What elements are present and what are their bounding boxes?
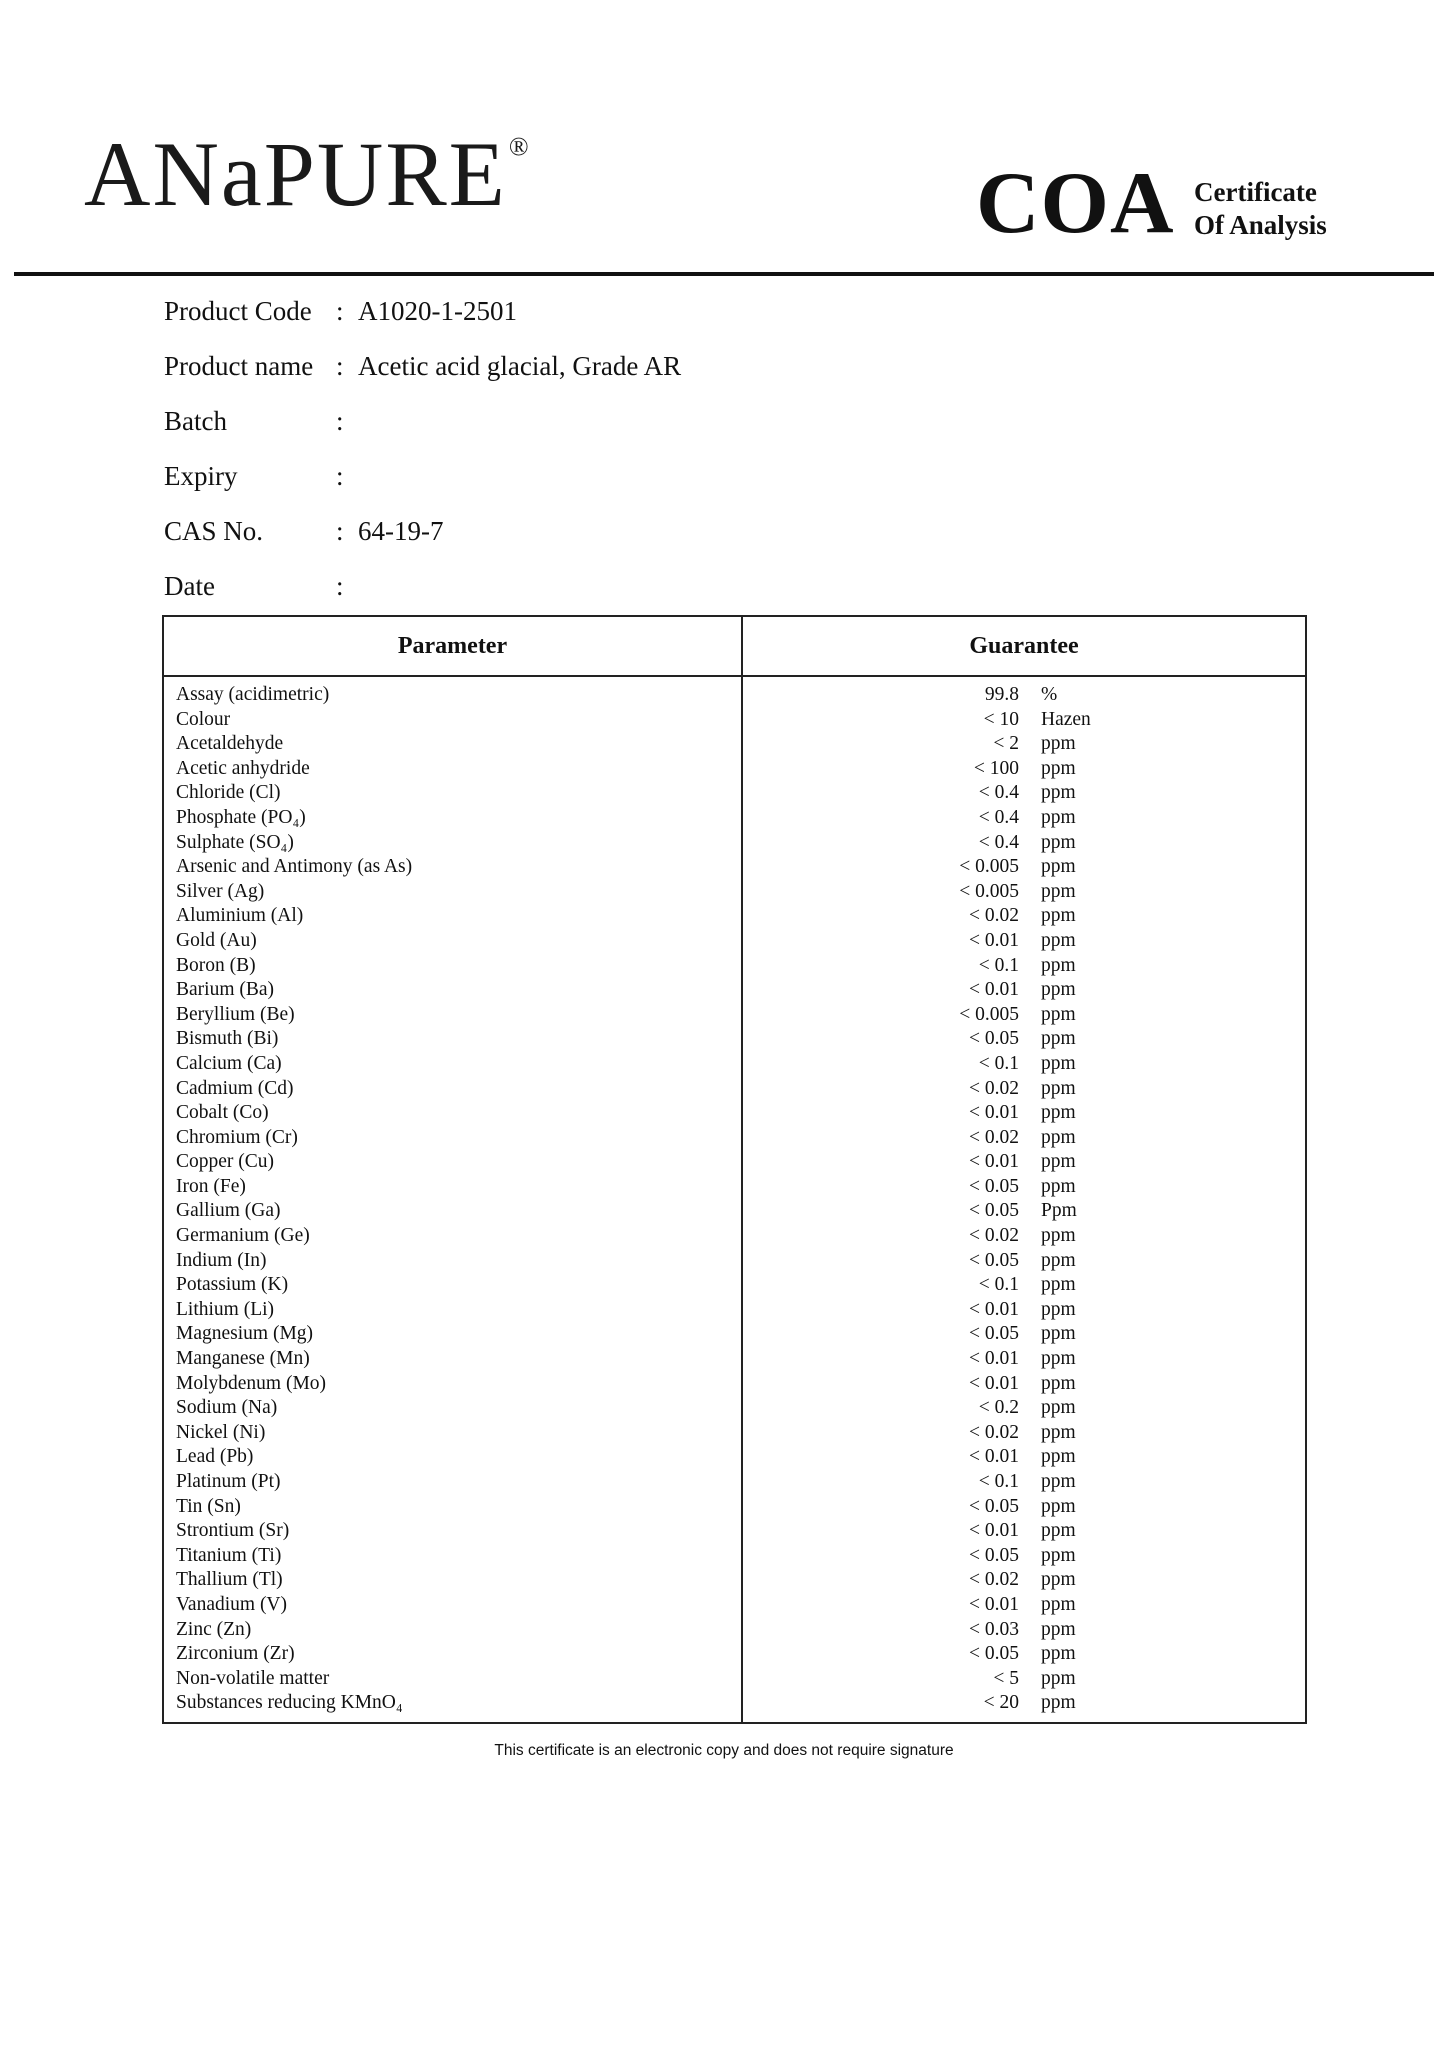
guarantee-unit: ppm <box>1041 1593 1076 1615</box>
table-row <box>163 1445 1306 1470</box>
guarantee-cell <box>742 806 1306 831</box>
guarantee-cell <box>742 1249 1306 1274</box>
coa-title: COA <box>976 155 1175 252</box>
table-row <box>163 1101 1306 1126</box>
parameter-cell: Tin (Sn) <box>163 1495 742 1520</box>
parameter-cell: Nickel (Ni) <box>163 1421 742 1446</box>
guarantee-value: < 0.02 <box>969 1569 1019 1591</box>
parameter-cell: Aluminium (Al) <box>163 904 742 929</box>
guarantee-cell <box>742 781 1306 806</box>
guarantee-value: < 0.1 <box>978 1471 1019 1492</box>
guarantee-cell <box>742 1519 1306 1544</box>
parameter-cell: Lithium (Li) <box>163 1298 742 1323</box>
guarantee-value: < 0.1 <box>978 1274 1019 1296</box>
parameter-cell: Indium (In) <box>163 1249 742 1274</box>
guarantee-unit: ppm <box>1041 1692 1076 1714</box>
parameter-cell: Copper (Cu) <box>163 1150 742 1175</box>
info-row <box>164 504 681 559</box>
parameter-cell: Acetic anhydride <box>163 757 742 782</box>
guarantee-unit: ppm <box>1041 831 1076 853</box>
parameter-cell: Calcium (Ca) <box>163 1052 742 1077</box>
guarantee-unit: ppm <box>1041 1643 1076 1665</box>
parameter-cell: Sodium (Na) <box>163 1396 742 1421</box>
table-row <box>163 954 1306 979</box>
table-row <box>163 1126 1306 1151</box>
table-row <box>163 757 1306 782</box>
parameter-cell: Phosphate (PO₄) <box>163 806 742 831</box>
table-row <box>163 1372 1306 1397</box>
guarantee-cell <box>742 1126 1306 1151</box>
guarantee-unit: ppm <box>1041 1274 1076 1296</box>
parameter-cell: Gold (Au) <box>163 929 742 954</box>
info-row <box>164 559 681 614</box>
table-row <box>163 1593 1306 1618</box>
guarantee-value: < 0.01 <box>969 1593 1019 1615</box>
guarantee-value: < 0.01 <box>969 1372 1019 1394</box>
guarantee-cell <box>742 676 1306 708</box>
guarantee-cell <box>742 1445 1306 1470</box>
info-value: A1020-1-2501 <box>358 296 517 326</box>
parameter-cell: Sulphate (SO₄) <box>163 831 742 856</box>
guarantee-unit: ppm <box>1041 1126 1076 1148</box>
info-label: Date <box>164 571 215 601</box>
table-row <box>163 1544 1306 1569</box>
guarantee-value: < 0.05 <box>969 1200 1019 1222</box>
guarantee-cell <box>742 1052 1306 1077</box>
guarantee-cell <box>742 1470 1306 1495</box>
guarantee-unit: ppm <box>1041 1175 1076 1197</box>
info-separator: : <box>336 406 344 436</box>
table-row <box>163 831 1306 856</box>
guarantee-unit: ppm <box>1041 929 1076 951</box>
guarantee-cell <box>742 1667 1306 1692</box>
guarantee-unit: % <box>1041 684 1058 705</box>
guarantee-cell <box>742 904 1306 929</box>
table-row <box>163 1618 1306 1643</box>
guarantee-value: < 0.1 <box>978 1052 1019 1074</box>
guarantee-value: < 0.02 <box>969 1421 1019 1443</box>
guarantee-value: < 0.01 <box>969 929 1019 951</box>
parameter-cell: Thallium (Tl) <box>163 1568 742 1593</box>
guarantee-unit: ppm <box>1041 1249 1076 1271</box>
table-row <box>163 1199 1306 1224</box>
guarantee-value: < 0.01 <box>969 1151 1019 1173</box>
guarantee-unit: ppm <box>1041 1446 1076 1468</box>
guarantee-value: < 0.05 <box>969 1643 1019 1665</box>
table-row <box>163 1396 1306 1421</box>
coa-subtitle-line2: Of Analysis <box>1194 210 1327 240</box>
guarantee-unit: ppm <box>1041 1003 1076 1025</box>
table-row <box>163 978 1306 1003</box>
parameter-cell: Gallium (Ga) <box>163 1199 742 1224</box>
guarantee-value: < 0.02 <box>969 905 1019 927</box>
table-row <box>163 1495 1306 1520</box>
guarantee-value: < 20 <box>983 1692 1019 1714</box>
guarantee-unit: ppm <box>1041 1569 1076 1591</box>
guarantee-value: < 0.4 <box>978 831 1019 853</box>
electronic-copy-note: This certificate is an electronic copy and does not require signature <box>494 1742 954 1759</box>
coa-subtitle-line1: Certificate <box>1194 177 1317 207</box>
guarantee-unit: ppm <box>1041 1471 1076 1492</box>
guarantee-unit: ppm <box>1041 733 1076 755</box>
info-separator: : <box>336 461 344 491</box>
guarantee-value: < 0.005 <box>959 856 1019 878</box>
table-row <box>163 929 1306 954</box>
info-row <box>164 339 681 394</box>
table-row <box>163 1175 1306 1200</box>
column-header-parameter: Parameter <box>163 616 742 676</box>
guarantee-unit: ppm <box>1041 1372 1076 1394</box>
guarantee-value: < 0.01 <box>969 1298 1019 1320</box>
guarantee-cell <box>742 1101 1306 1126</box>
parameter-cell: Magnesium (Mg) <box>163 1322 742 1347</box>
guarantee-cell <box>742 954 1306 979</box>
info-label: Expiry <box>164 461 238 491</box>
guarantee-unit: ppm <box>1041 806 1076 828</box>
guarantee-value: < 0.01 <box>969 979 1019 1001</box>
guarantee-cell <box>742 1568 1306 1593</box>
guarantee-unit: ppm <box>1041 1348 1076 1370</box>
guarantee-value: < 0.005 <box>959 1003 1019 1025</box>
parameter-cell: Zinc (Zn) <box>163 1618 742 1643</box>
specification-table <box>162 615 1307 1724</box>
table-row <box>163 1003 1306 1028</box>
guarantee-unit: ppm <box>1041 1323 1076 1345</box>
table-row <box>163 676 1306 708</box>
guarantee-value: < 0.05 <box>969 1249 1019 1271</box>
table-row <box>163 1273 1306 1298</box>
guarantee-cell <box>742 1691 1306 1723</box>
guarantee-unit: ppm <box>1041 1544 1076 1566</box>
guarantee-cell <box>742 757 1306 782</box>
guarantee-value: < 0.02 <box>969 1077 1019 1099</box>
guarantee-unit: ppm <box>1041 1520 1076 1542</box>
guarantee-cell <box>742 1027 1306 1052</box>
parameter-cell: Beryllium (Be) <box>163 1003 742 1028</box>
guarantee-cell <box>742 1396 1306 1421</box>
guarantee-cell <box>742 1593 1306 1618</box>
parameter-cell: Lead (Pb) <box>163 1445 742 1470</box>
guarantee-unit: Ppm <box>1041 1200 1077 1222</box>
guarantee-unit: ppm <box>1041 1298 1076 1320</box>
parameter-cell: Potassium (K) <box>163 1273 742 1298</box>
info-value: Acetic acid glacial, Grade AR <box>358 351 682 381</box>
info-separator: : <box>336 516 344 546</box>
column-header-guarantee: Guarantee <box>742 616 1306 676</box>
guarantee-cell <box>742 732 1306 757</box>
guarantee-value: < 0.05 <box>969 1323 1019 1345</box>
guarantee-cell <box>742 1322 1306 1347</box>
brand-logo <box>84 123 531 225</box>
registered-mark: ® <box>508 132 531 161</box>
info-row <box>164 449 681 504</box>
brand-name: ANaPURE <box>84 123 507 225</box>
guarantee-cell <box>742 831 1306 856</box>
guarantee-value: < 0.02 <box>969 1126 1019 1148</box>
table-row <box>163 855 1306 880</box>
guarantee-cell <box>742 880 1306 905</box>
guarantee-value: < 100 <box>973 757 1019 779</box>
table-row <box>163 1052 1306 1077</box>
guarantee-value: < 0.05 <box>969 1175 1019 1197</box>
guarantee-unit: ppm <box>1041 1052 1076 1074</box>
info-separator: : <box>336 571 344 601</box>
parameter-cell: Silver (Ag) <box>163 880 742 905</box>
parameter-cell: Acetaldehyde <box>163 732 742 757</box>
parameter-cell: Barium (Ba) <box>163 978 742 1003</box>
info-separator: : <box>336 351 344 381</box>
product-info <box>164 284 681 614</box>
guarantee-unit: ppm <box>1041 880 1076 902</box>
guarantee-value: < 0.03 <box>969 1618 1019 1640</box>
guarantee-value: < 0.05 <box>969 1495 1019 1517</box>
table-row <box>163 1470 1306 1495</box>
parameter-cell: Non-volatile matter <box>163 1667 742 1692</box>
parameter-cell: Strontium (Sr) <box>163 1519 742 1544</box>
guarantee-cell <box>742 929 1306 954</box>
parameter-cell: Vanadium (V) <box>163 1593 742 1618</box>
guarantee-cell <box>742 1199 1306 1224</box>
guarantee-value: < 0.01 <box>969 1446 1019 1468</box>
table-row <box>163 781 1306 806</box>
table-row <box>163 806 1306 831</box>
table-row <box>163 880 1306 905</box>
table-row <box>163 1691 1306 1723</box>
info-label: Batch <box>164 406 227 436</box>
parameter-cell: Zirconium (Zr) <box>163 1642 742 1667</box>
guarantee-cell <box>742 1372 1306 1397</box>
guarantee-cell <box>742 1175 1306 1200</box>
table-row <box>163 732 1306 757</box>
guarantee-cell <box>742 1077 1306 1102</box>
guarantee-value: < 0.005 <box>959 880 1019 902</box>
table-row <box>163 1421 1306 1446</box>
parameter-cell: Manganese (Mn) <box>163 1347 742 1372</box>
guarantee-cell <box>742 1347 1306 1372</box>
parameter-cell: Cobalt (Co) <box>163 1101 742 1126</box>
guarantee-cell <box>742 855 1306 880</box>
guarantee-cell <box>742 978 1306 1003</box>
guarantee-cell <box>742 1003 1306 1028</box>
table-row <box>163 1667 1306 1692</box>
guarantee-value: < 0.2 <box>978 1397 1019 1419</box>
guarantee-unit: ppm <box>1041 979 1076 1001</box>
parameter-cell: Arsenic and Antimony (as As) <box>163 855 742 880</box>
guarantee-value: < 5 <box>993 1667 1019 1689</box>
table-row <box>163 1519 1306 1544</box>
table-row <box>163 1347 1306 1372</box>
info-separator: : <box>336 296 344 326</box>
guarantee-value: < 2 <box>993 733 1019 755</box>
guarantee-cell <box>742 708 1306 733</box>
parameter-cell: Titanium (Ti) <box>163 1544 742 1569</box>
parameter-cell: Bismuth (Bi) <box>163 1027 742 1052</box>
info-value: 64-19-7 <box>358 516 444 546</box>
table-row <box>163 1224 1306 1249</box>
guarantee-value: < 0.4 <box>978 782 1019 804</box>
guarantee-unit: Hazen <box>1041 708 1091 730</box>
table-row <box>163 1298 1306 1323</box>
guarantee-cell <box>742 1642 1306 1667</box>
table-row <box>163 708 1306 733</box>
guarantee-value: < 0.01 <box>969 1348 1019 1370</box>
guarantee-unit: ppm <box>1041 905 1076 927</box>
guarantee-unit: ppm <box>1041 1618 1076 1640</box>
parameter-cell: Chromium (Cr) <box>163 1126 742 1151</box>
parameter-cell: Platinum (Pt) <box>163 1470 742 1495</box>
table-header-row <box>163 616 1306 676</box>
table-row <box>163 1077 1306 1102</box>
info-label: Product Code <box>164 296 312 326</box>
table-row <box>163 1642 1306 1667</box>
guarantee-unit: ppm <box>1041 1102 1076 1124</box>
guarantee-value: < 0.05 <box>969 1544 1019 1566</box>
guarantee-unit: ppm <box>1041 757 1076 779</box>
parameter-cell: Substances reducing KMnO₄ <box>163 1691 742 1723</box>
parameter-cell: Iron (Fe) <box>163 1175 742 1200</box>
guarantee-cell <box>742 1150 1306 1175</box>
guarantee-value: < 0.4 <box>978 806 1019 828</box>
parameter-cell: Germanium (Ge) <box>163 1224 742 1249</box>
table-row <box>163 1322 1306 1347</box>
guarantee-value: < 0.01 <box>969 1520 1019 1542</box>
guarantee-cell <box>742 1224 1306 1249</box>
guarantee-cell <box>742 1495 1306 1520</box>
parameter-cell: Chloride (Cl) <box>163 781 742 806</box>
guarantee-unit: ppm <box>1041 856 1076 878</box>
table-row <box>163 1027 1306 1052</box>
table-row <box>163 1150 1306 1175</box>
guarantee-unit: ppm <box>1041 1495 1076 1517</box>
parameter-cell: Molybdenum (Mo) <box>163 1372 742 1397</box>
guarantee-cell <box>742 1618 1306 1643</box>
coa-subtitle <box>1194 176 1327 242</box>
header-divider <box>14 272 1434 276</box>
guarantee-value: < 0.05 <box>969 1028 1019 1050</box>
guarantee-unit: ppm <box>1041 1667 1076 1689</box>
guarantee-value: 99.8 <box>984 684 1019 705</box>
guarantee-unit: ppm <box>1041 1421 1076 1443</box>
guarantee-unit: ppm <box>1041 1397 1076 1419</box>
parameter-cell: Boron (B) <box>163 954 742 979</box>
guarantee-value: < 10 <box>983 708 1019 730</box>
guarantee-cell <box>742 1298 1306 1323</box>
table-row <box>163 904 1306 929</box>
guarantee-unit: ppm <box>1041 1225 1076 1247</box>
parameter-cell: Cadmium (Cd) <box>163 1077 742 1102</box>
info-row <box>164 284 681 339</box>
guarantee-cell <box>742 1273 1306 1298</box>
guarantee-cell <box>742 1544 1306 1569</box>
guarantee-unit: ppm <box>1041 782 1076 804</box>
guarantee-value: < 0.02 <box>969 1225 1019 1247</box>
guarantee-cell <box>742 1421 1306 1446</box>
guarantee-unit: ppm <box>1041 1077 1076 1099</box>
parameter-cell: Assay (acidimetric) <box>163 676 742 708</box>
table-row <box>163 1568 1306 1593</box>
guarantee-value: < 0.01 <box>969 1102 1019 1124</box>
guarantee-unit: ppm <box>1041 1028 1076 1050</box>
parameter-cell: Colour <box>163 708 742 733</box>
guarantee-unit: ppm <box>1041 954 1076 976</box>
info-label: Product name <box>164 351 314 381</box>
table-row <box>163 1249 1306 1274</box>
info-label: CAS No. <box>164 516 264 546</box>
guarantee-unit: ppm <box>1041 1151 1076 1173</box>
guarantee-value: < 0.1 <box>978 954 1019 976</box>
info-row <box>164 394 681 449</box>
